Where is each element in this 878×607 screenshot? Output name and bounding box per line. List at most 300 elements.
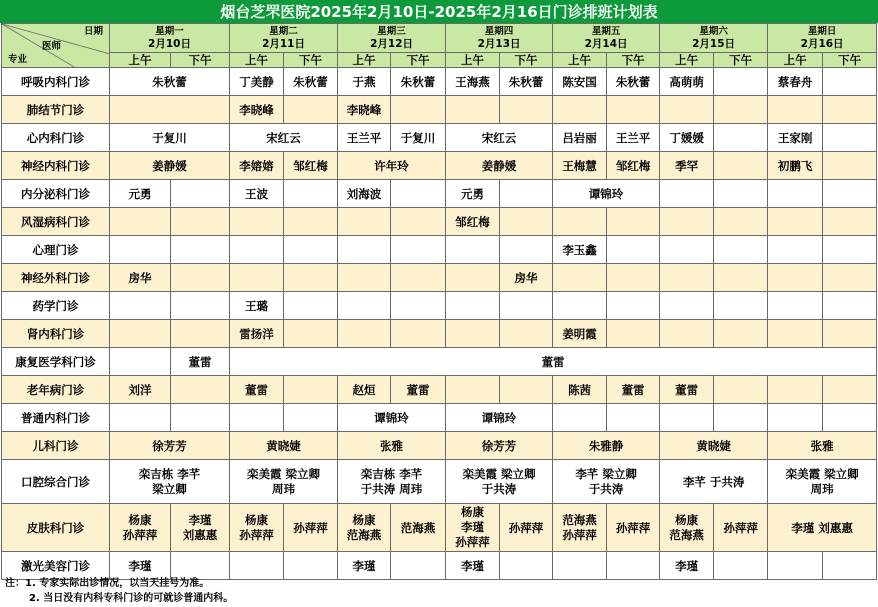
weekday-label: 星期日 [807, 26, 837, 37]
schedule-row [2, 320, 877, 348]
doctor-name-line: 杨康 [128, 512, 152, 527]
doctor-cell: 朱秋蕾 [284, 68, 338, 96]
doctor-cell [338, 292, 391, 320]
doctor-cell [823, 264, 877, 292]
afternoon-header: 下午 [500, 53, 553, 68]
doctor-cell [660, 180, 714, 208]
doctor-cell [338, 460, 446, 504]
doctor-cell [714, 320, 768, 348]
doctor-cell: 刘洋 [110, 376, 171, 404]
department-name: 心理门诊 [2, 236, 110, 264]
doctor-name-line: 孙萍萍 [239, 527, 274, 542]
doctor-cell [391, 180, 446, 208]
doctor-cell [607, 236, 660, 264]
doctor-cell [823, 68, 877, 96]
doctor-name-line: 杨康 [461, 505, 485, 519]
doctor-cell: 宋红云 [230, 124, 338, 152]
doctor-name-line: 周玮 [810, 481, 834, 496]
doctor-cell [446, 376, 500, 404]
doctor-cell [171, 404, 230, 432]
doctor-cell [500, 96, 553, 124]
doctor-cell [607, 552, 660, 580]
department-name: 激光美容门诊 [2, 552, 110, 580]
schedule-row [2, 292, 877, 320]
doctor-cell: 朱秋蕾 [500, 68, 553, 96]
doctor-cell [768, 264, 823, 292]
doctor-cell [553, 460, 660, 504]
doctor-cell: 黄晓婕 [230, 432, 338, 460]
date-label: 2月14日 [584, 38, 628, 50]
doctor-cell: 赵烜 [338, 376, 391, 404]
doctor-cell: 李玉鑫 [553, 236, 607, 264]
doctor-cell [230, 236, 284, 264]
doctor-cell: 朱雅静 [553, 432, 660, 460]
doctor-cell: 姜静媛 [446, 152, 553, 180]
doctor-cell [553, 264, 607, 292]
weekday-label: 星期二 [269, 26, 298, 37]
doctor-cell [284, 180, 338, 208]
doctor-cell [768, 236, 823, 264]
department-name: 肾内科门诊 [2, 320, 110, 348]
weekday-label: 星期四 [484, 26, 514, 37]
doctor-cell: 姜静媛 [110, 152, 230, 180]
doctor-name-line: 于共涛 [588, 481, 624, 496]
doctor-cell: 董雷 [660, 376, 714, 404]
doctor-cell [110, 96, 230, 124]
date-label: 2月16日 [800, 38, 844, 50]
doctor-cell [768, 208, 823, 236]
doctor-cell [171, 264, 230, 292]
doctor-cell [660, 320, 714, 348]
doctor-cell [553, 292, 607, 320]
doctor-name-line: 李瑾 [461, 520, 485, 534]
footnote-2: 2. 当日没有内科专科门诊的可就诊普通内科。 [29, 593, 234, 604]
doctor-cell: 孙萍萍 [284, 504, 338, 552]
doctor-name-line: 于共涛 [481, 481, 517, 496]
department-name: 风湿病科门诊 [2, 208, 110, 236]
doctor-cell [823, 404, 877, 432]
doctor-cell [446, 320, 500, 348]
doctor-name-line: 杨康 [675, 512, 699, 527]
department-name: 神经内科门诊 [2, 152, 110, 180]
schedule-row [2, 460, 877, 504]
doctor-cell [660, 96, 714, 124]
doctor-cell [110, 348, 171, 376]
doctor-cell: 于燕 [338, 68, 391, 96]
doctor-cell [230, 460, 338, 504]
doctor-cell: 孙萍萍 [500, 504, 553, 552]
doctor-cell [110, 404, 171, 432]
doctor-cell: 丁美静 [230, 68, 284, 96]
doctor-cell [500, 208, 553, 236]
doctor-cell [391, 208, 446, 236]
doctor-cell: 董雷 [230, 348, 877, 376]
doctor-cell [660, 404, 714, 432]
doctor-cell: 董雷 [391, 376, 446, 404]
doctor-cell [607, 96, 660, 124]
doctor-cell: 邹红梅 [284, 152, 338, 180]
doctor-cell [553, 96, 607, 124]
corner-specialty-label: 专业 [8, 54, 28, 65]
doctor-cell: 于复川 [110, 124, 230, 152]
doctor-cell [607, 264, 660, 292]
doctor-cell [284, 320, 338, 348]
doctor-cell [823, 208, 877, 236]
morning-header: 上午 [768, 53, 823, 68]
doctor-cell [823, 152, 877, 180]
doctor-cell [171, 376, 230, 404]
doctor-cell [768, 320, 823, 348]
doctor-cell [768, 376, 823, 404]
doctor-cell: 李瑾 [110, 552, 171, 580]
schedule-row [2, 236, 877, 264]
doctor-cell [284, 96, 338, 124]
doctor-cell [823, 552, 877, 580]
doctor-cell [660, 264, 714, 292]
afternoon-header: 下午 [284, 53, 338, 68]
doctor-cell [714, 68, 768, 96]
doctor-cell [391, 292, 446, 320]
doctor-cell [110, 320, 171, 348]
doctor-cell [714, 404, 768, 432]
doctor-cell [660, 208, 714, 236]
day-header [230, 24, 338, 53]
afternoon-header: 下午 [171, 53, 230, 68]
department-name: 口腔综合门诊 [2, 460, 110, 504]
doctor-cell [714, 376, 768, 404]
doctor-cell: 刘海波 [338, 180, 391, 208]
doctor-cell: 王兰平 [338, 124, 391, 152]
doctor-cell [660, 504, 714, 552]
day-header [110, 24, 230, 53]
morning-header: 上午 [553, 53, 607, 68]
department-name: 心内科门诊 [2, 124, 110, 152]
department-name: 儿科门诊 [2, 432, 110, 460]
doctor-cell [171, 180, 230, 208]
weekday-label: 星期三 [377, 26, 406, 37]
doctor-name-line: 孙萍萍 [122, 527, 158, 542]
department-name: 肺结节门诊 [2, 96, 110, 124]
corner-doctor-label: 医师 [42, 41, 62, 52]
doctor-cell [714, 96, 768, 124]
weekday-label: 星期六 [699, 26, 728, 37]
doctor-cell: 谭锦玲 [553, 180, 660, 208]
doctor-cell [284, 376, 338, 404]
doctor-cell [714, 180, 768, 208]
doctor-cell: 宋红云 [446, 124, 553, 152]
doctor-name-line: 杨康 [352, 512, 376, 527]
morning-header: 上午 [660, 53, 714, 68]
doctor-cell: 李瑾 刘惠惠 [768, 504, 877, 552]
doctor-cell: 张雅 [768, 432, 877, 460]
sheet-title: 烟台芝罘医院2025年2月10日-2025年2月16日门诊排班计划表 [0, 0, 878, 23]
doctor-cell: 董雷 [230, 376, 284, 404]
doctor-cell [823, 96, 877, 124]
doctor-cell: 王海燕 [446, 68, 500, 96]
doctor-name-line: 杨康 [245, 512, 269, 527]
date-label: 2月10日 [148, 38, 191, 50]
doctor-cell [391, 552, 446, 580]
doctor-cell [500, 292, 553, 320]
doctor-cell [553, 552, 607, 580]
doctor-cell [446, 504, 500, 552]
doctor-cell: 高萌萌 [660, 68, 714, 96]
doctor-cell [284, 208, 338, 236]
schedule-row [2, 208, 877, 236]
doctor-cell [391, 320, 446, 348]
date-label: 2月15日 [692, 38, 736, 50]
schedule-row [2, 180, 877, 208]
doctor-cell [500, 552, 553, 580]
doctor-name-line: 范海燕 [562, 512, 597, 527]
doctor-cell [714, 152, 768, 180]
doctor-cell: 李晓峰 [338, 96, 391, 124]
doctor-name-line: 于共涛 周玮 [360, 481, 423, 496]
doctor-cell [338, 208, 391, 236]
doctor-cell: 许年玲 [338, 152, 446, 180]
doctor-cell: 徐芳芳 [446, 432, 553, 460]
doctor-cell: 朱秋蕾 [607, 68, 660, 96]
doctor-cell [823, 376, 877, 404]
doctor-cell [714, 236, 768, 264]
doctor-cell: 李瑾 [446, 552, 500, 580]
doctor-cell: 丁媛媛 [660, 124, 714, 152]
footnote-1: 注：1. 专家实际出诊情况，以当天挂号为准。 [5, 578, 210, 589]
doctor-cell [500, 320, 553, 348]
doctor-name-line: 周玮 [272, 481, 296, 496]
doctor-cell [768, 460, 877, 504]
schedule-table [1, 23, 877, 580]
date-label: 2月11日 [262, 38, 305, 50]
doctor-cell [446, 460, 553, 504]
doctor-cell: 范海燕 [391, 504, 446, 552]
doctor-name-line: 孙萍萍 [455, 535, 490, 549]
doctor-cell [284, 236, 338, 264]
doctor-cell: 蔡春舟 [768, 68, 823, 96]
doctor-name-line: 李瑾 [188, 512, 212, 527]
doctor-name-line: 刘惠惠 [182, 527, 218, 542]
doctor-cell: 董雷 [607, 376, 660, 404]
doctor-name-line: 栾吉栋 李芊 [360, 466, 423, 481]
doctor-cell [500, 236, 553, 264]
doctor-cell: 王波 [230, 180, 284, 208]
day-header [660, 24, 768, 53]
doctor-cell: 董雷 [171, 348, 230, 376]
doctor-cell [446, 96, 500, 124]
doctor-cell: 孙萍萍 [714, 504, 768, 552]
afternoon-header: 下午 [391, 53, 446, 68]
doctor-cell: 房华 [500, 264, 553, 292]
doctor-cell [714, 264, 768, 292]
doctor-cell: 王家刚 [768, 124, 823, 152]
doctor-cell: 邹红梅 [446, 208, 500, 236]
doctor-cell [607, 320, 660, 348]
doctor-cell [500, 180, 553, 208]
department-name: 药学门诊 [2, 292, 110, 320]
morning-header: 上午 [110, 53, 171, 68]
doctor-cell [660, 292, 714, 320]
corner-date-label: 日期 [83, 26, 103, 37]
doctor-cell: 黄晓婕 [660, 432, 768, 460]
doctor-name-line: 梁立卿 [152, 481, 187, 496]
afternoon-header: 下午 [823, 53, 877, 68]
doctor-cell [171, 320, 230, 348]
doctor-name-line: 范海燕 [346, 527, 382, 542]
afternoon-header: 下午 [714, 53, 768, 68]
doctor-cell: 季罕 [660, 152, 714, 180]
doctor-cell: 陈茜 [553, 376, 607, 404]
doctor-cell [110, 504, 171, 552]
schedule-row [2, 432, 877, 460]
schedule-row [2, 96, 877, 124]
doctor-name-line: 栾美霞 梁立卿 [247, 466, 321, 481]
day-header [338, 24, 446, 53]
doctor-cell: 陈安国 [553, 68, 607, 96]
doctor-cell [391, 264, 446, 292]
doctor-name-line: 孙萍萍 [562, 527, 597, 542]
doctor-cell [171, 504, 230, 552]
doctor-cell: 张雅 [338, 432, 446, 460]
doctor-cell [768, 292, 823, 320]
department-name: 老年病门诊 [2, 376, 110, 404]
doctor-cell: 初鹏飞 [768, 152, 823, 180]
doctor-cell: 房华 [110, 264, 171, 292]
doctor-cell: 王璐 [230, 292, 284, 320]
doctor-cell: 王梅慧 [553, 152, 607, 180]
doctor-cell: 李瑾 [338, 552, 391, 580]
doctor-cell [714, 124, 768, 152]
doctor-cell: 雷扬洋 [230, 320, 284, 348]
doctor-cell [391, 96, 446, 124]
doctor-cell [110, 208, 171, 236]
doctor-cell: 李芊 于共涛 [660, 460, 768, 504]
doctor-cell [823, 236, 877, 264]
doctor-cell [553, 504, 607, 552]
doctor-cell [338, 504, 391, 552]
doctor-cell: 吕岩丽 [553, 124, 607, 152]
doctor-cell [823, 292, 877, 320]
doctor-cell [607, 404, 660, 432]
doctor-name-line: 栾美霞 梁立卿 [785, 466, 859, 481]
doctor-name-line: 栾吉栋 李芊 [138, 466, 201, 481]
doctor-cell [607, 208, 660, 236]
doctor-cell [338, 264, 391, 292]
department-name: 神经外科门诊 [2, 264, 110, 292]
morning-header: 上午 [338, 53, 391, 68]
doctor-cell [110, 292, 171, 320]
doctor-cell [714, 292, 768, 320]
doctor-cell [607, 292, 660, 320]
doctor-cell [823, 180, 877, 208]
doctor-name-line: 范海燕 [669, 527, 704, 542]
doctor-cell [500, 376, 553, 404]
doctor-cell: 谭锦玲 [338, 404, 446, 432]
doctor-cell [714, 208, 768, 236]
schedule-row [2, 376, 877, 404]
doctor-cell [553, 404, 607, 432]
doctor-cell [230, 208, 284, 236]
day-header [768, 24, 877, 53]
doctor-cell [284, 552, 338, 580]
weekday-label: 星期一 [155, 26, 184, 37]
doctor-cell [230, 264, 284, 292]
doctor-cell [823, 320, 877, 348]
doctor-cell [446, 292, 500, 320]
doctor-cell: 元勇 [446, 180, 500, 208]
doctor-cell [338, 236, 391, 264]
doctor-cell [660, 236, 714, 264]
schedule-row [2, 504, 877, 552]
doctor-name-line: 栾美霞 梁立卿 [462, 466, 536, 481]
weekday-label: 星期五 [591, 26, 621, 37]
department-name: 康复医学科门诊 [2, 348, 110, 376]
doctor-cell [171, 292, 230, 320]
doctor-cell [768, 96, 823, 124]
doctor-cell [110, 460, 230, 504]
doctor-cell: 李嫆嫆 [230, 152, 284, 180]
morning-header: 上午 [230, 53, 284, 68]
doctor-cell: 李瑾 [660, 552, 714, 580]
doctor-cell: 朱秋蕾 [391, 68, 446, 96]
header-corner [2, 24, 110, 68]
morning-header: 上午 [446, 53, 500, 68]
doctor-cell [768, 180, 823, 208]
doctor-cell [714, 552, 768, 580]
schedule-row [2, 68, 877, 96]
department-name: 普通内科门诊 [2, 404, 110, 432]
doctor-cell [553, 208, 607, 236]
doctor-cell [171, 208, 230, 236]
doctor-cell [284, 264, 338, 292]
doctor-cell [768, 404, 823, 432]
day-header [446, 24, 553, 53]
schedule-row [2, 264, 877, 292]
doctor-cell [768, 552, 823, 580]
doctor-cell [230, 504, 284, 552]
doctor-cell: 姜明霞 [553, 320, 607, 348]
doctor-cell [284, 404, 338, 432]
schedule-row [2, 124, 877, 152]
department-name: 呼吸内科门诊 [2, 68, 110, 96]
doctor-name-line: 李芊 梁立卿 [575, 466, 637, 481]
doctor-cell [230, 404, 284, 432]
doctor-cell: 谭锦玲 [446, 404, 553, 432]
doctor-cell [823, 124, 877, 152]
doctor-cell [338, 320, 391, 348]
schedule-row [2, 152, 877, 180]
footnotes [5, 576, 233, 606]
doctor-cell [446, 236, 500, 264]
doctor-cell [171, 236, 230, 264]
doctor-cell: 朱秋蕾 [110, 68, 230, 96]
department-name: 皮肤科门诊 [2, 504, 110, 552]
doctor-cell: 邹红梅 [607, 152, 660, 180]
doctor-cell [110, 236, 171, 264]
afternoon-header: 下午 [607, 53, 660, 68]
schedule-row [2, 404, 877, 432]
date-label: 2月12日 [370, 38, 413, 50]
date-label: 2月13日 [477, 38, 521, 50]
doctor-cell: 王兰平 [607, 124, 660, 152]
doctor-cell: 于复川 [391, 124, 446, 152]
doctor-cell [446, 264, 500, 292]
doctor-cell [391, 236, 446, 264]
doctor-cell: 徐芳芳 [110, 432, 230, 460]
doctor-cell [284, 292, 338, 320]
doctor-cell: 元勇 [110, 180, 171, 208]
doctor-cell [230, 552, 284, 580]
doctor-cell: 李晓峰 [230, 96, 284, 124]
